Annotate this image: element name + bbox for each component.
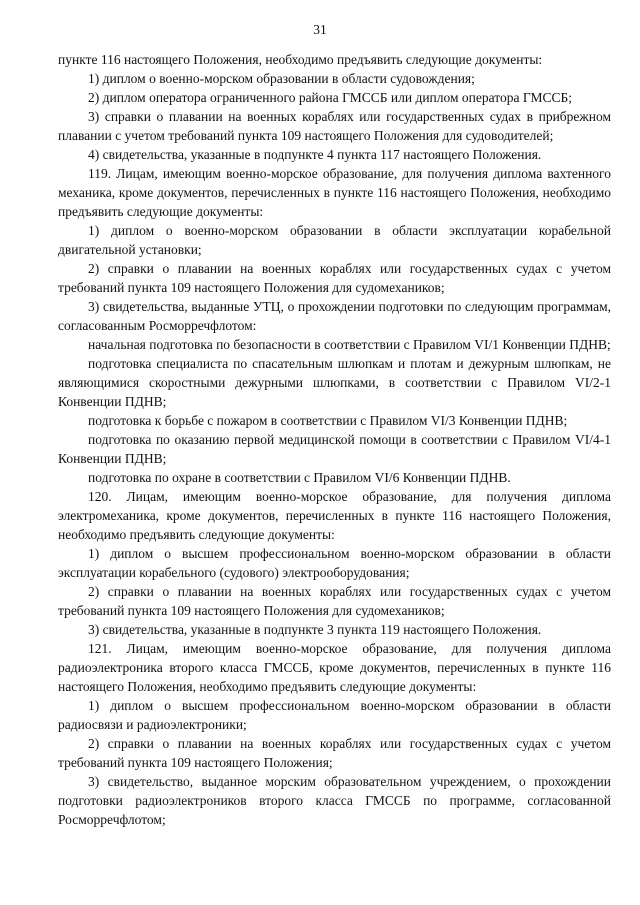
document-body [58, 50, 611, 829]
paragraph-item: 2) справки о плавании на военных кораблях или государственных судах с учетом требований пункта 109 настоящего Положения для судомехаников; [58, 584, 611, 618]
paragraph-item: подготовка по охране в соответствии с Правилом VI/6 Конвенции ПДНВ. [88, 470, 511, 485]
paragraph-continuation: пункте 116 настоящего Положения, необходимо предъявить следующие документы: [58, 52, 543, 67]
paragraph-item: 2) диплом оператора ограниченного района ГМССБ или диплом оператора ГМССБ; [88, 90, 573, 105]
page-number: 31 [313, 22, 327, 37]
paragraph-item: подготовка к борьбе с пожаром в соответствии с Правилом VI/3 Конвенции ПДНВ; [88, 413, 568, 428]
paragraph-item: 3) свидетельство, выданное морским образовательном учреждением, о прохождении подготовки радиоэлектроников второго класса ГМССБ по программе, согласованной Росморречфлотом; [58, 774, 611, 827]
paragraph-clause-120: 120. Лицам, имеющим военно-морское образование, для получения диплома электромеханика, кроме документов, перечисленных в пункте 116 настоящего Положения, необходимо предъявить следующие документы: [58, 489, 611, 542]
paragraph-item: 3) справки о плавании на военных кораблях или государственных судах в прибрежном плавании с учетом требований пункта 109 настоящего Положения для судоводителей; [58, 109, 611, 143]
paragraph-item: 2) справки о плавании на военных кораблях или государственных судах с учетом требований пункта 109 настоящего Положения для судомехаников; [58, 261, 611, 295]
paragraph-item: подготовка специалиста по спасательным шлюпкам и плотам и дежурным шлюпкам, не являющимися скоростными дежурными шлюпками, в соответствии с Правилом VI/2-1 Конвенции ПДНВ; [58, 356, 611, 409]
paragraph-item: 1) диплом о высшем профессиональном военно-морском образовании в области эксплуатации корабельного (судового) электрооборудования; [58, 546, 611, 580]
paragraph-clause-121: 121. Лицам, имеющим военно-морское образование, для получения диплома радиоэлектроника второго класса ГМССБ, кроме документов, перечисленных в пункте 116 настоящего Положения, необходимо предъявить следующие документы: [58, 641, 611, 694]
paragraph-item: 3) свидетельства, указанные в подпункте 3 пункта 119 настоящего Положения. [88, 622, 542, 637]
paragraph-item: 4) свидетельства, указанные в подпункте 4 пункта 117 настоящего Положения. [88, 147, 542, 162]
paragraph-clause-119: 119. Лицам, имеющим военно-морское образование, для получения диплома вахтенного механика, кроме документов, перечисленных в пункте 116 настоящего Положения, необходимо предъявить следующие документы: [58, 166, 611, 219]
paragraph-item: 1) диплом о высшем профессиональном военно-морском образовании в области радиосвязи и радиоэлектроники; [58, 698, 611, 732]
paragraph-item: начальная подготовка по безопасности в соответствии с Правилом VI/1 Конвенции ПДНВ; [88, 337, 611, 352]
paragraph-item: 1) диплом о военно-морском образовании в области эксплуатации корабельной двигательной установки; [58, 223, 611, 257]
paragraph-item: подготовка по оказанию первой медицинской помощи в соответствии с Правилом VI/4-1 Конвенции ПДНВ; [58, 432, 611, 466]
paragraph-item: 1) диплом о военно-морском образовании в области судовождения; [88, 71, 475, 86]
paragraph-item: 2) справки о плавании на военных кораблях или государственных судах с учетом требований пункта 109 настоящего Положения; [58, 736, 611, 770]
paragraph-item: 3) свидетельства, выданные УТЦ, о прохождении подготовки по следующим программам, согласованным Росморречфлотом: [58, 299, 611, 333]
